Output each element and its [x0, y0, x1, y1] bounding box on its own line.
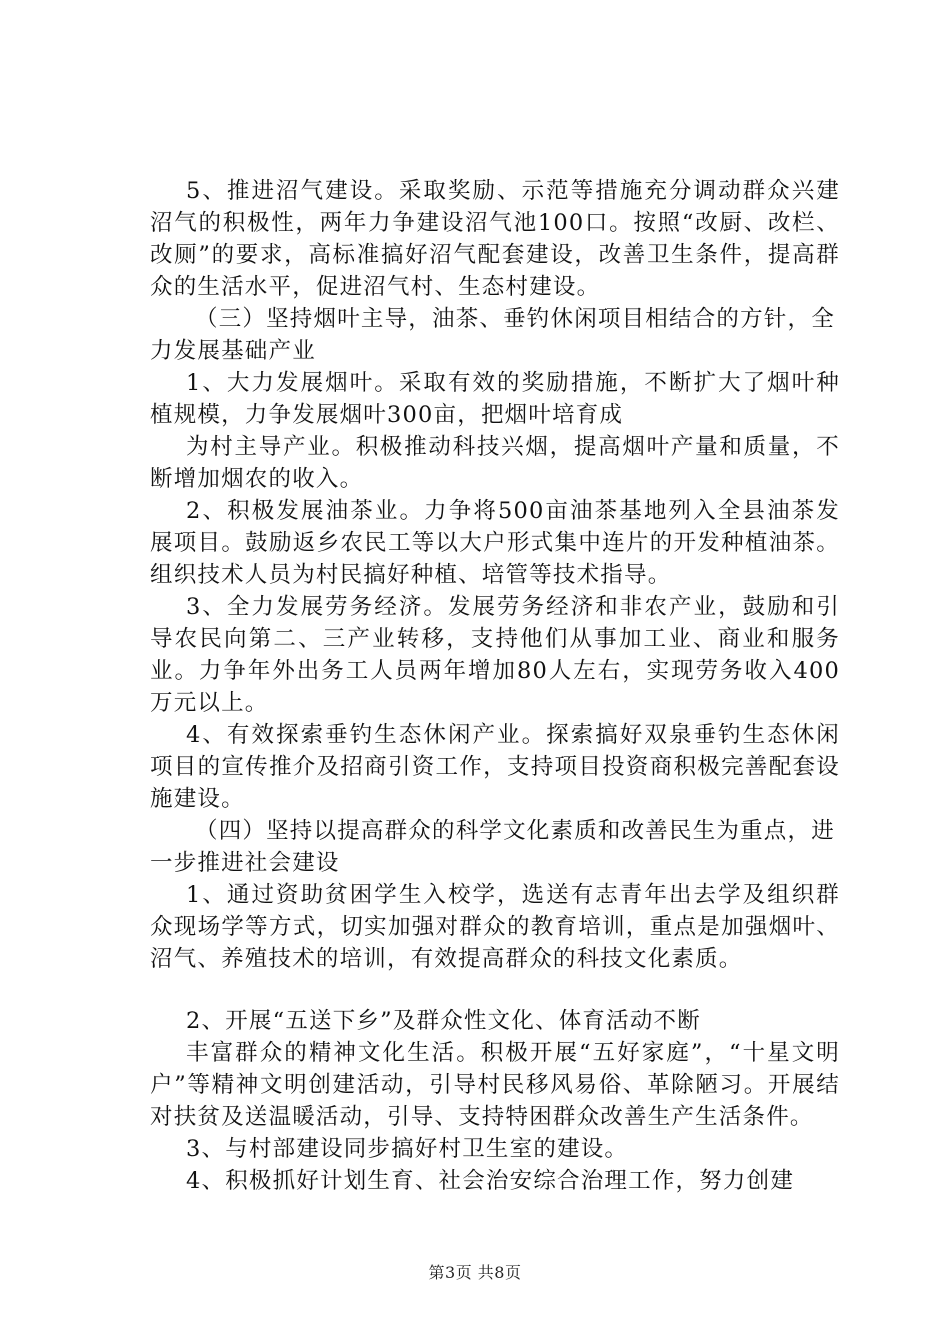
document-body [150, 175, 840, 1197]
section-heading-three: （三）坚持烟叶主导，油茶、垂钓休闲项目相结合的方针，全力发展基础产业 [150, 306, 835, 364]
paragraph-gap [150, 975, 840, 1005]
paragraph-family-planning: 4、积极抓好计划生育、社会治安综合治理工作，努力创建 [186, 1168, 795, 1194]
paragraph-biogas: 5、推进沼气建设。采取奖励、示范等措施充分调动群众兴建沼气的积极性，两年力争建设沼气池100口。按照“改厨、改栏、改厕”的要求，高标准搞好沼气配套建设，改善卫生条件，提高群众的生活水平，促进沼气村、生态村建设。 [150, 178, 840, 300]
paragraph-culture-continued: 丰富群众的精神文化生活。积极开展“五好家庭”，“十星文明户”等精神文明创建活动，引导村民移风易俗、革除陋习。开展结对扶贫及送温暖活动，引导、支持特困群众改善生产生活条件。 [150, 1040, 840, 1130]
paragraph-oil-tea: 2、积极发展油茶业。力争将500亩油茶基地列入全县油茶发展项目。鼓励返乡农民工等以大户形式集中连片的开发种植油茶。组织技术人员为村民搞好种植、培管等技术指导。 [150, 498, 840, 588]
paragraph-tobacco: 1、大力发展烟叶。采取有效的奖励措施，不断扩大了烟叶种植规模，力争发展烟叶300亩，把烟叶培育成 [150, 370, 840, 428]
paragraph-clinic: 3、与村部建设同步搞好村卫生室的建设。 [186, 1136, 629, 1162]
paragraph-labor-economy: 3、全力发展劳务经济。发展劳务经济和非农产业，鼓励和引导农民向第二、三产业转移，支持他们从事加工业、商业和服务业。力争年外出务工人员两年增加80人左右，实现劳务收入400万元以上。 [150, 594, 840, 716]
paragraph-tobacco-continued: 为村主导产业。积极推动科技兴烟，提高烟叶产量和质量，不断增加烟农的收入。 [150, 434, 840, 492]
paragraph-education: 1、通过资助贫困学生入校学，选送有志青年出去学及组织群众现场学等方式，切实加强对群众的教育培训，重点是加强烟叶、沼气、养殖技术的培训，有效提高群众的科技文化素质。 [150, 882, 840, 972]
paragraph-culture: 2、开展“五送下乡”及群众性文化、体育活动不断 [186, 1008, 701, 1034]
page-footer: 第3页 共8页 [428, 1263, 522, 1282]
paragraph-fishing-leisure: 4、有效探索垂钓生态休闲产业。探索搞好双泉垂钓生态休闲项目的宣传推介及招商引资工作，支持项目投资商积极完善配套设施建设。 [150, 722, 840, 812]
section-heading-four: （四）坚持以提高群众的科学文化素质和改善民生为重点，进一步推进社会建设 [150, 818, 835, 876]
